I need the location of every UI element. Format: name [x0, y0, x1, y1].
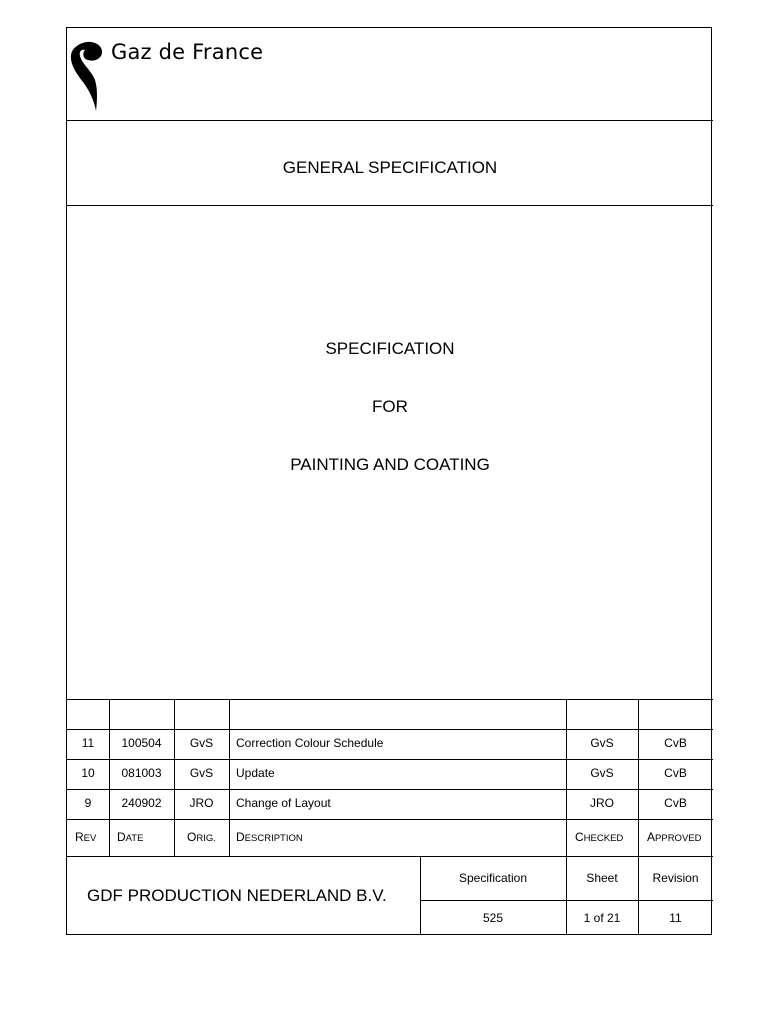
date-cell: 081003 [121, 766, 162, 780]
checked-cell: GvS [590, 766, 614, 780]
date-cell: 240902 [121, 796, 162, 810]
specification-number: 525 [482, 911, 504, 925]
divider [566, 699, 567, 935]
orig-cell: JRO [189, 796, 214, 810]
rev-cell: 11 [81, 736, 95, 750]
rev-cell: 10 [81, 766, 95, 780]
sheet-label: Sheet [586, 871, 618, 885]
document-title-line1: SPECIFICATION [325, 339, 455, 358]
sheet-number: 1 of 21 [583, 911, 621, 925]
divider [67, 819, 713, 820]
divider [67, 729, 713, 730]
company-name: GDF PRODUCTION NEDERLAND B.V. [87, 886, 387, 905]
checked-cell: GvS [590, 736, 614, 750]
document-frame [66, 27, 712, 935]
specification-label: Specification [458, 871, 528, 885]
orig-cell: GvS [189, 736, 214, 750]
divider [67, 205, 713, 206]
date-header: DATE [117, 830, 144, 844]
description-cell: Update [236, 766, 275, 780]
divider [67, 789, 713, 790]
description-header: DESCRIPTION [236, 830, 303, 844]
revision-label: Revision [652, 871, 699, 885]
document-title-line3: PAINTING AND COATING [290, 455, 490, 474]
orig-header: ORIG. [187, 830, 216, 844]
divider [67, 699, 713, 700]
orig-cell: GvS [189, 766, 214, 780]
approved-cell: CvB [664, 766, 687, 780]
document-title-line2: FOR [372, 397, 408, 416]
page-title: GENERAL SPECIFICATION [282, 158, 498, 177]
date-cell: 100504 [121, 736, 162, 750]
divider [67, 120, 713, 121]
revision-number: 11 [669, 911, 682, 925]
approved-header: APPROVED [647, 830, 702, 844]
rev-header: REV [75, 830, 97, 844]
description-cell: Change of Layout [236, 796, 331, 810]
description-cell: Correction Colour Schedule [236, 736, 384, 750]
checked-cell: JRO [590, 796, 614, 810]
divider [67, 759, 713, 760]
approved-cell: CvB [664, 796, 687, 810]
approved-cell: CvB [664, 736, 687, 750]
divider [638, 699, 639, 935]
rev-cell: 9 [84, 796, 92, 810]
checked-header: CHECKED [575, 830, 624, 844]
divider [229, 699, 230, 856]
company-logo-text: Gaz de France [111, 40, 264, 64]
divider [67, 856, 713, 857]
gaz-de-france-logo-icon [67, 40, 105, 112]
